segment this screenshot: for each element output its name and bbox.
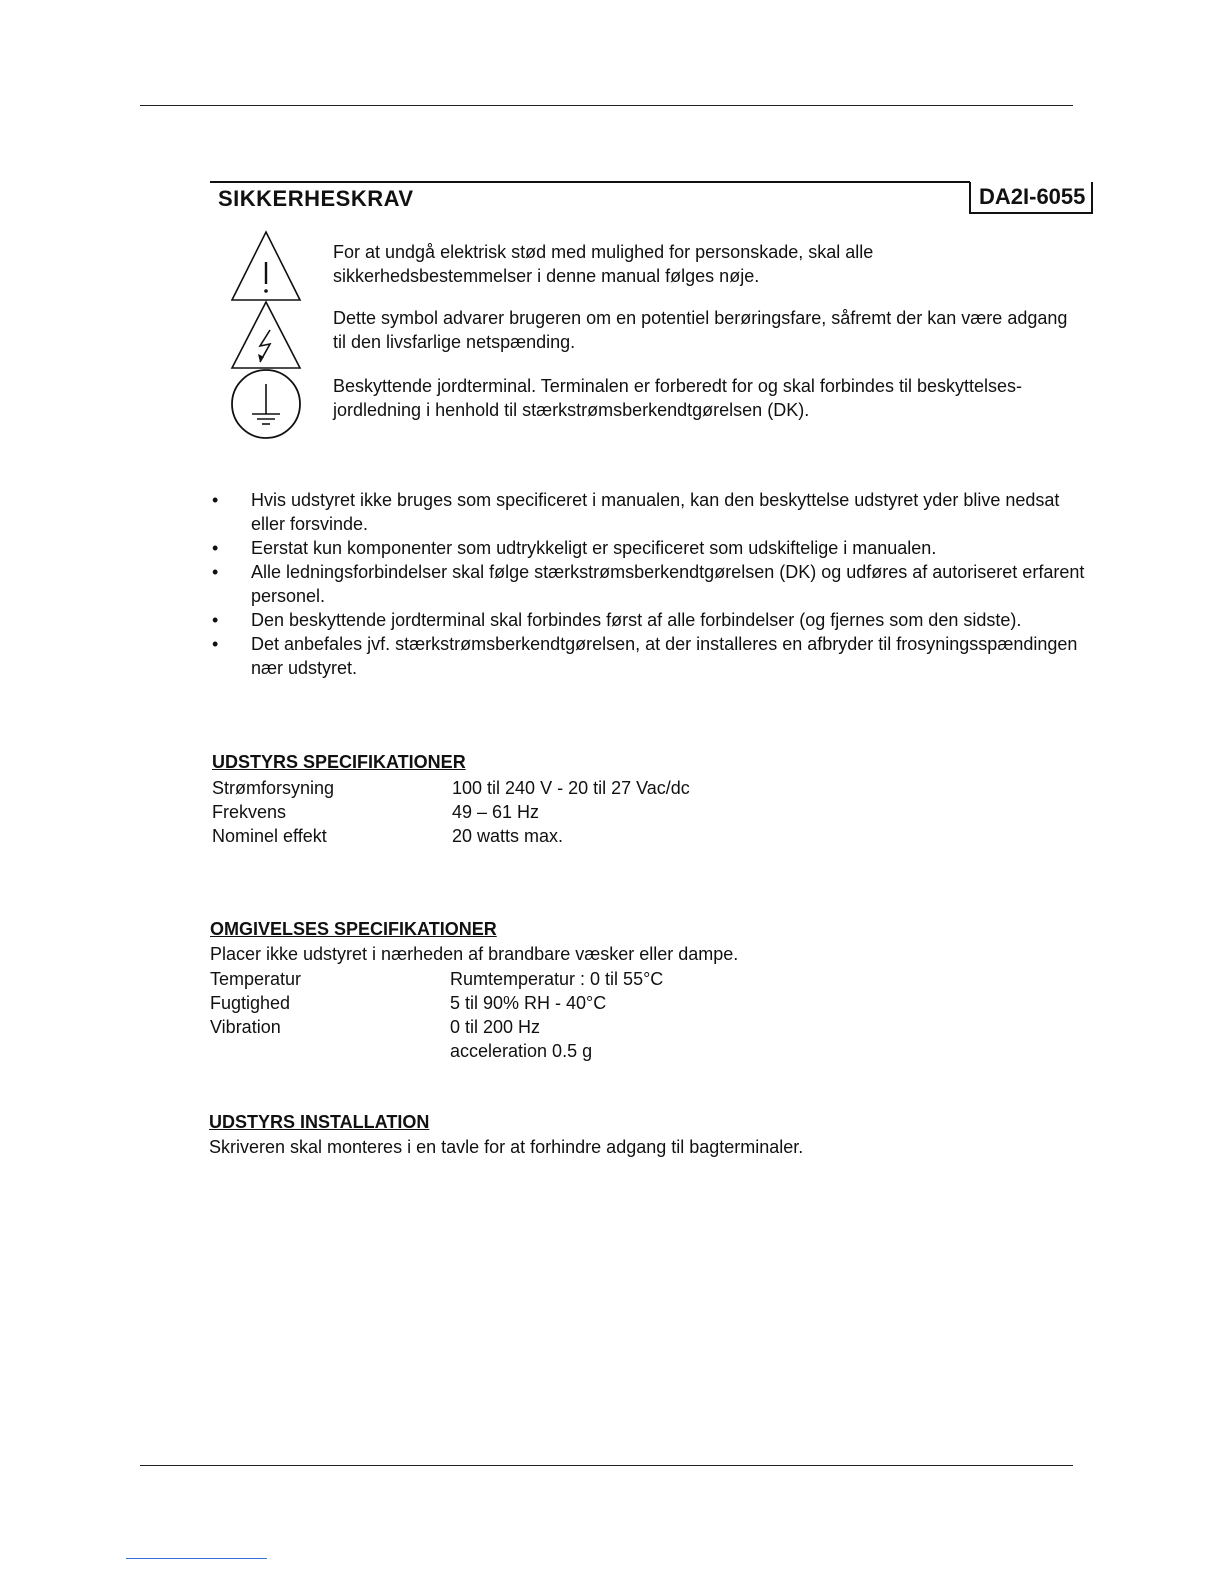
spec-label: Vibration [210,1017,281,1037]
list-item [210,560,1090,608]
list-item [210,488,1090,536]
warning-triangle-icon [230,230,302,302]
spec-label: Temperatur [210,969,302,989]
spec-value: acceleration 0.5 g [450,1041,593,1061]
bullet-icon: • [212,562,219,582]
safety-bullet-list [210,488,1090,680]
page-title: SIKKERHESKRAV [218,186,414,211]
bullet-text: Det anbefales jvf. stærkstrømsberkendtgørelsen, at der installeres en afbryder til frosyningsspændingen nær udstyret. [251,634,1078,678]
spec-value: 0 til 200 Hz [450,1017,541,1037]
footer-link-underline [126,1558,267,1559]
protective-ground-icon [230,368,304,440]
spec-value: 100 til 240 V - 20 til 27 Vac/dc [452,778,690,798]
spec-value: Rumtemperatur : 0 til 55°C [450,969,664,989]
environment-specs-heading: OMGIVELSES SPECIFIKATIONER [210,919,497,939]
page-footer-rule [140,1465,1073,1466]
spec-label: Fugtighed [210,993,291,1013]
spec-value: 49 – 61 Hz [452,802,540,822]
list-item [210,536,1090,560]
bullet-text: Hvis udstyret ikke bruges som specificeret i manualen, kan den beskyttelse udstyret yder blive nedsat eller forsvinde. [251,490,1060,534]
installation-text: Skriveren skal monteres i en tavle for at forhindre adgang til bagterminaler. [209,1137,804,1157]
page-header-rule [140,105,1073,106]
bullet-icon: • [212,634,219,654]
electric-shock-triangle-icon [230,300,302,370]
shock-symbol-text: Dette symbol advarer brugeren om en potentiel berøringsfare, såfremt der kan være adgang til den livsfarlige netspænding. [333,308,1068,352]
bullet-text: Den beskyttende jordterminal skal forbindes først af alle forbindelser (og fjernes som den sidste). [251,610,1022,630]
equipment-specs-heading: UDSTYRS SPECIFIKATIONER [212,752,466,772]
spec-label: Strømforsyning [212,778,335,798]
warning-symbol-text: For at undgå elektrisk stød med mulighed for personskade, skal alle sikkerhedsbestemmelser i denne manual følges nøje. [333,242,874,286]
bullet-icon: • [212,538,219,558]
spec-value: 5 til 90% RH - 40°C [450,993,607,1013]
title-rule [210,181,970,183]
document-id: DA2I-6055 [969,182,1093,214]
bullet-icon: • [212,490,219,510]
environment-intro: Placer ikke udstyret i nærheden af brandbare væsker eller dampe. [210,944,739,964]
installation-heading: UDSTYRS INSTALLATION [209,1112,430,1132]
spec-label: Frekvens [212,802,287,822]
list-item [210,608,1090,632]
bullet-text: Eerstat kun komponenter som udtrykkeligt er specificeret som udskiftelige i manualen. [251,538,937,558]
list-item [210,632,1090,680]
ground-symbol-text: Beskyttende jordterminal. Terminalen er forberedt for og skal forbindes til beskyttelses-jordledning i henhold til stærkstrømsberkendtgørelsen (DK). [333,376,1022,420]
spec-label: Nominel effekt [212,826,327,846]
bullet-text: Alle ledningsforbindelser skal følge stærkstrømsberkendtgørelsen (DK) og udføres af autoriseret erfarent personel. [251,562,1085,606]
spec-value: 20 watts max. [452,826,564,846]
bullet-icon: • [212,610,219,630]
